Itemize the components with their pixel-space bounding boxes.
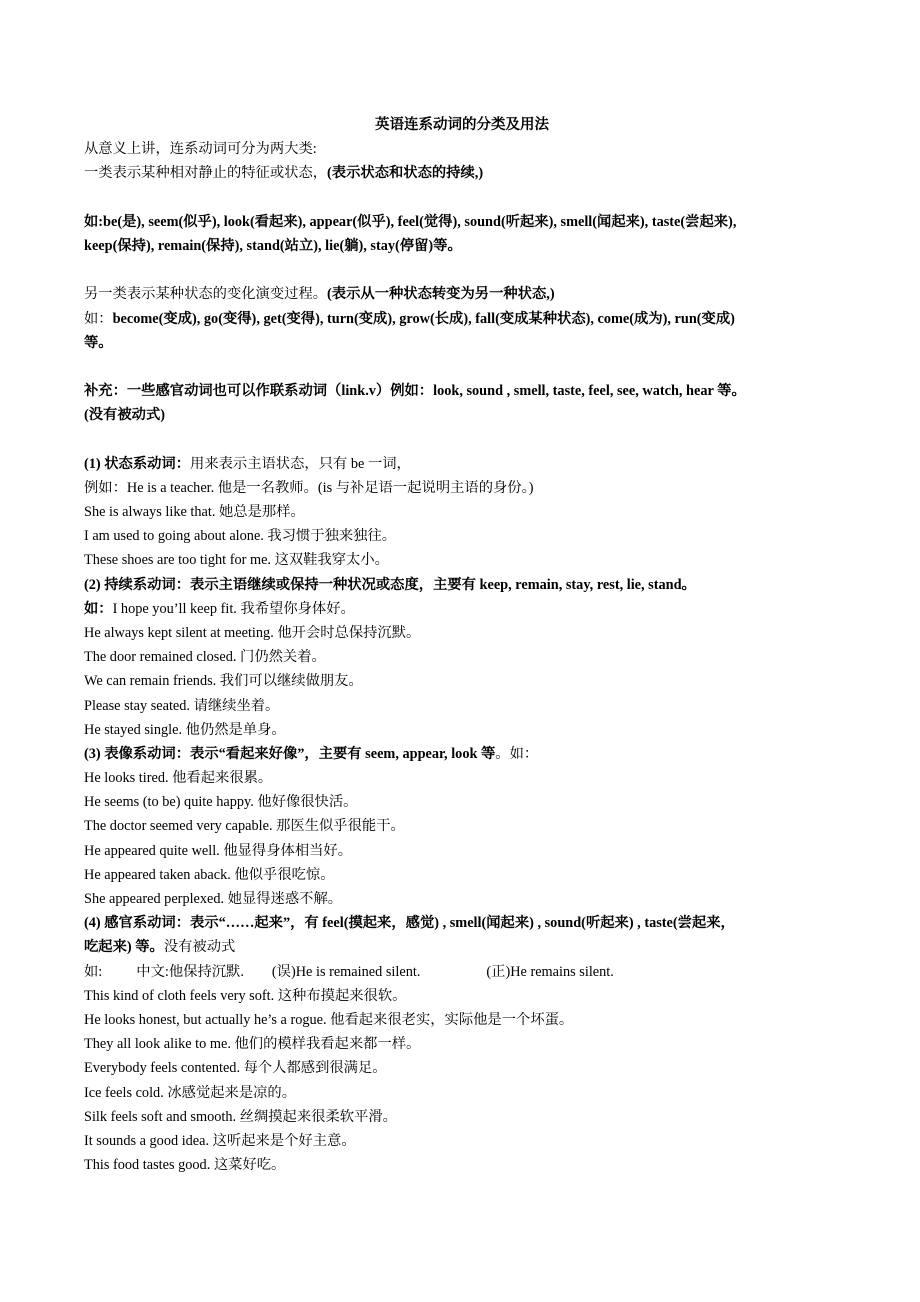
intro-line-2-bold: (表示状态和状态的持续,) [327,165,484,182]
document-title: 英语连系动词的分类及用法 [375,117,549,133]
section2-first-prefix: 如： [84,600,113,617]
compare-chinese: 中文:他保持沉默. [136,963,244,980]
section3-heading-bold: (3) 表像系动词：表示“看起来好像”，主要有 seem, appear, look 等 [84,745,496,762]
section4-example: They all look alike to me. 他们的模样我看起来都一样。 [84,1036,421,1053]
section1-heading [84,452,840,476]
change-line-2-bold: become(变成), go(变得), get(变得), turn(变成), grow(长成), fall(变成某种状态), come(成为), run(变成) [112,310,735,327]
change-line-1-text: 另一类表示某种状态的变化演变过程。 [84,286,328,303]
blank-line [84,427,840,451]
change-line-2 [84,307,840,331]
supplement-line-2: (没有被动式) [84,407,166,424]
document-page [84,113,840,1177]
section4-example: Everybody feels contented. 每个人都感到很满足。 [84,1060,387,1077]
section3-heading-text: 。如： [495,745,539,762]
blank-line [84,258,840,282]
intro-line-2-text: 一类表示某种相对静止的特征或状态， [84,165,328,182]
section3-example: He appeared quite well. 他显得身体相当好。 [84,842,353,859]
section3-example: She appeared perplexed. 她显得迷惑不解。 [84,891,343,907]
section2-example: We can remain friends. 我们可以继续做朋友。 [84,673,363,690]
list1-line-1: 如:be(是), seem(似乎), look(看起来), appear(似乎), feel(觉得), sound(听起来), smell(闻起来), taste(尝起来), [84,213,737,230]
blank-line [84,355,840,379]
section2-first-text: I hope you’ll keep fit. 我希望你身体好。 [112,600,355,617]
compare-right: (正)He remains silent. [486,963,614,980]
section4-example: Ice feels cold. 冰感觉起来是凉的。 [84,1084,297,1101]
change-line-2-prefix: 如： [84,310,113,327]
blank-line [84,186,840,210]
section3-heading [84,742,840,766]
change-line-3: 等。 [84,334,113,351]
change-line-1-bold: (表示从一种状态转变为另一种状态,) [327,286,555,303]
compare-prefix: 如: [84,963,103,980]
section4-heading-line-1: (4) 感官系动词：表示“……起来”，有 feel(摸起来，感觉) , smell(闻起来) , sound(听起来) , taste(尝起来， [84,915,735,932]
change-line-1 [84,282,840,306]
section2-example: The door remained closed. 门仍然关着。 [84,649,326,666]
section2-first-example [84,597,840,621]
section1-example: I am used to going about alone. 我习惯于独来独往。 [84,528,397,545]
section3-example: The doctor seemed very capable. 那医生似乎很能干。 [84,818,405,835]
section4-example: This food tastes good. 这菜好吃。 [84,1157,286,1174]
supplement-line-1: 补充：一些感官动词也可以作联系动词（link.v）例如：look, sound , smell, taste, feel, see, watch, hear 等。 [84,383,746,400]
section1-example: She is always like that. 她总是那样。 [84,504,305,520]
list1-line-2: keep(保持), remain(保持), stand(站立), lie(躺), stay(停留)等。 [84,237,462,254]
section2-example: Please stay seated. 请继续坐着。 [84,697,280,714]
section4-heading-bold: 吃起来) 等。 [84,939,164,956]
section4-example: Silk feels soft and smooth. 丝绸摸起来很柔软平滑。 [84,1108,397,1125]
section4-heading-line-2 [84,935,840,959]
section1-example: 例如：He is a teacher. 他是一名教师。(is 与补足语一起说明主语的身份。) [84,479,534,496]
intro-line-1: 从意义上讲，连系动词可分为两大类: [84,141,317,158]
section1-heading-text: 用来表示主语状态，只有 be 一词， [190,455,411,472]
compare-wrong: (误)He is remained silent. [271,963,421,980]
section2-example: He always kept silent at meeting. 他开会时总保持沉默。 [84,624,421,641]
section4-example: This kind of cloth feels very soft. 这种布摸起来很软。 [84,987,407,1004]
section4-compare-line [84,960,840,984]
section4-example: It sounds a good idea. 这听起来是个好主意。 [84,1132,356,1149]
section1-example: These shoes are too tight for me. 这双鞋我穿太小。 [84,552,389,569]
section2-heading: (2) 持续系动词：表示主语继续或保持一种状况或态度，主要有 keep, remain, stay, rest, lie, stand。 [84,576,696,593]
section3-example: He seems (to be) quite happy. 他好像很快活。 [84,794,358,811]
section1-heading-bold: (1) 状态系动词： [84,455,191,472]
section3-example: He looks tired. 他看起来很累。 [84,770,273,787]
section4-heading-text: 没有被动式 [163,939,236,956]
section2-example: He stayed single. 他仍然是单身。 [84,721,286,738]
section4-example: He looks honest, but actually he’s a rogue. 他看起来很老实，实际他是一个坏蛋。 [84,1011,574,1028]
section3-example: He appeared taken aback. 他似乎很吃惊。 [84,866,335,883]
intro-line-2 [84,161,840,185]
